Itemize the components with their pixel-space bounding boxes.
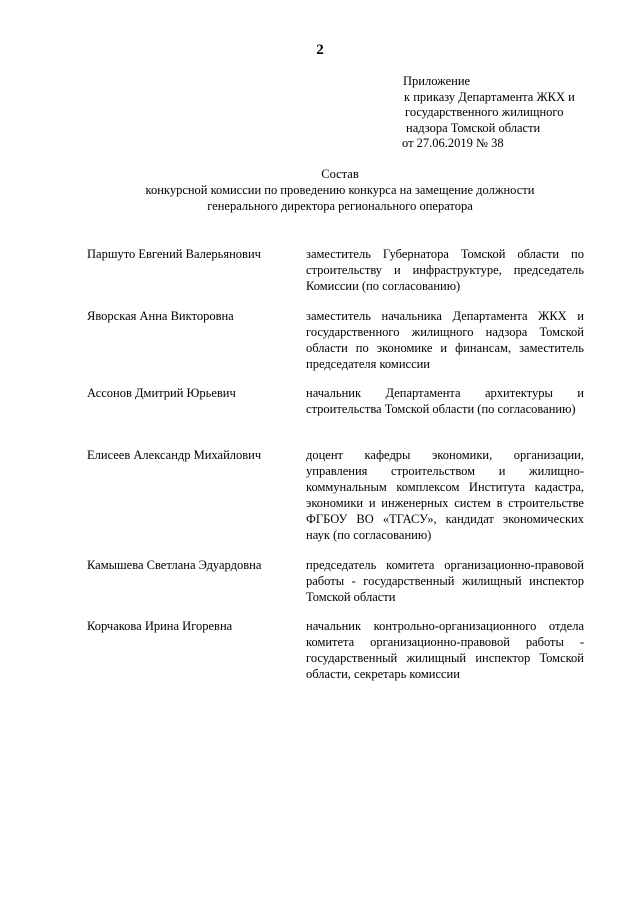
member-role: заместитель начальника Департамента ЖКХ и государственного жилищного надзора Томской области по экономике и финансам, заместитель председателя комиссии [306, 309, 584, 371]
appendix-department-line: государственного жилищного [405, 105, 564, 119]
heading-subtitle: конкурсной комиссии по проведению конкурса на замещение должности [145, 183, 535, 197]
member-role: председатель комитета организационно-правовой работы - государственный жилищный инспектор Томской области [306, 558, 584, 604]
appendix-region-line: надзора Томской области [406, 120, 541, 135]
member-name: Паршуто Евгений Валерьянович [87, 247, 261, 261]
member-role: начальник контрольно-организационного отдела комитета организационно-правовой работы - государственный жилищный инспектор Томской области, секретарь комиссии [306, 619, 584, 681]
member-name: Корчакова Ирина Игоревна [87, 619, 233, 633]
member-name: Ассонов Дмитрий Юрьевич [87, 386, 236, 400]
appendix-date-number: от 27.06.2019 № 38 [402, 136, 504, 150]
appendix-block [400, 74, 630, 152]
member-role: доцент кафедры экономики, организации, управления строительством и жилищно-коммунальным комплексом Института кадастра, экономики и инженерных систем в строительстве ФГБОУ ВО «ТГАСУ», кандидат экономических наук (по согласованию) [306, 448, 584, 542]
document-heading [80, 166, 600, 214]
member-role: начальник Департамента архитектуры и строительства Томской области (по согласованию) [306, 386, 584, 416]
page-number: 2 [316, 42, 324, 58]
appendix-title: Приложение [403, 74, 471, 88]
heading-subtitle-continued: генерального директора регионального оператора [207, 199, 473, 213]
member-role: заместитель Губернатора Томской области по строительству и инфраструктуре, председатель Комиссии (по согласованию) [306, 247, 584, 293]
member-name: Камышева Светлана Эдуардовна [87, 558, 262, 572]
member-name: Яворская Анна Викторовна [87, 309, 234, 323]
appendix-order-line: к приказу Департамента ЖКХ и [404, 89, 575, 104]
heading-title: Состав [321, 167, 359, 181]
member-name: Елисеев Александр Михайлович [87, 448, 262, 462]
